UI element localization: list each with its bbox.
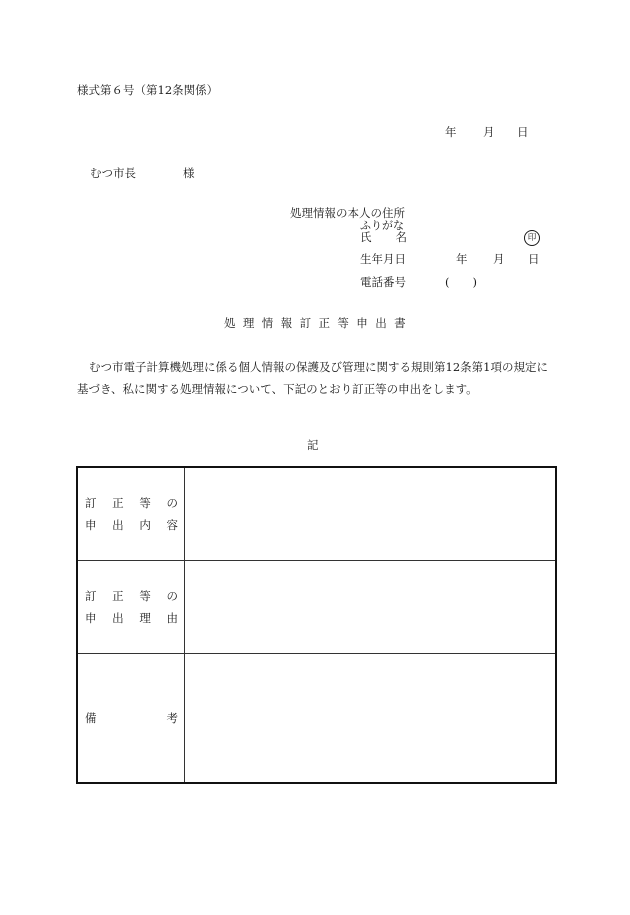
birthdate-year: 年 <box>456 252 468 266</box>
date-year: 年 <box>445 125 457 139</box>
label-char: 由 <box>166 610 178 625</box>
label-char: 正 <box>112 495 124 510</box>
name-label-part-1: 氏 <box>360 230 372 244</box>
birthdate-label: 生年月日 <box>360 252 406 266</box>
addressee-honorific: 様 <box>183 166 195 180</box>
furigana-label: ふりがな <box>360 219 404 232</box>
request-statement: むつ市電子計算機処理に係る個人情報の保護及び管理に関する規則第12条第1項の規定に基づき、私に関する処理情報について、下記のとおり訂正等の申出をします。 <box>77 360 548 396</box>
date-month: 月 <box>483 125 495 139</box>
remarks-field[interactable] <box>185 653 557 783</box>
label-char: 等 <box>139 588 151 603</box>
notation-heading: 記 <box>307 438 319 452</box>
label-char: 容 <box>166 517 178 532</box>
label-char: 正 <box>112 588 124 603</box>
name-label-part-2: 名 <box>395 230 407 244</box>
correction-content-label <box>77 467 185 560</box>
label-char: 出 <box>112 610 124 625</box>
correction-content-field[interactable] <box>185 467 557 560</box>
label-char: 理 <box>139 610 151 625</box>
label-char: 申 <box>85 517 97 532</box>
phone-area-code: ( ) <box>445 275 477 289</box>
seal-mark-icon: 印 <box>524 230 540 246</box>
birthdate-day: 日 <box>528 252 540 266</box>
phone-label: 電話番号 <box>360 275 406 289</box>
label-char: 出 <box>112 517 124 532</box>
table-row <box>77 560 556 653</box>
table-row <box>77 467 556 560</box>
form-number: 様式第６号（第12条関係） <box>77 83 219 97</box>
correction-reason-label <box>77 560 185 653</box>
label-char: の <box>166 588 178 603</box>
label-char: 等 <box>139 495 151 510</box>
label-char: 申 <box>85 610 97 625</box>
table-row <box>77 653 556 783</box>
request-details-table <box>76 466 557 784</box>
label-char: 考 <box>166 710 178 725</box>
document-title: 処理情報訂正等申出書 <box>224 316 413 330</box>
applicant-address-label: 処理情報の本人の住所 <box>290 206 405 220</box>
remarks-label <box>77 653 185 783</box>
date-day: 日 <box>517 125 529 139</box>
label-char: 内 <box>139 517 151 532</box>
birthdate-month: 月 <box>493 252 505 266</box>
addressee-name: むつ市長 <box>90 166 136 180</box>
label-char: 訂 <box>85 588 97 603</box>
applicant-name-label <box>360 232 407 244</box>
label-char: 備 <box>85 710 97 725</box>
correction-reason-field[interactable] <box>185 560 557 653</box>
label-char: 訂 <box>85 495 97 510</box>
label-char: の <box>166 495 178 510</box>
